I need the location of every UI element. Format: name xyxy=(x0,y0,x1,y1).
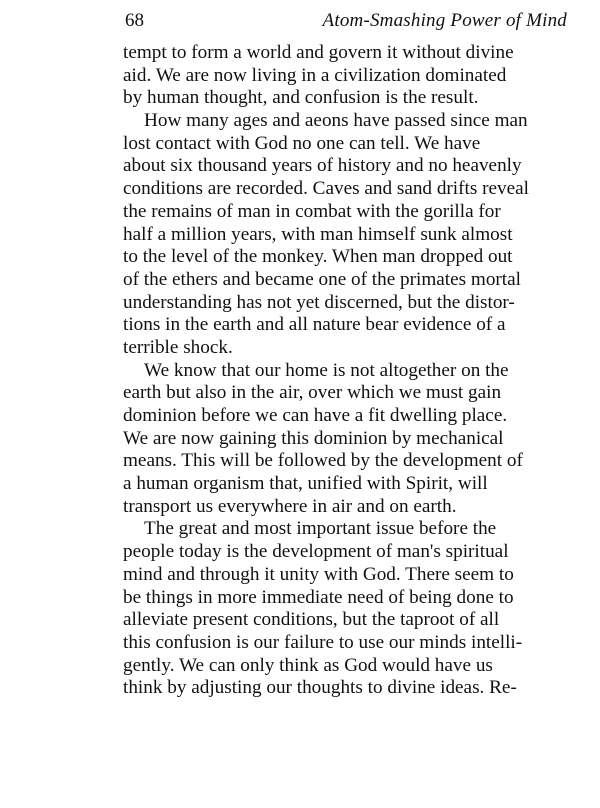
text-line: dominion before we can have a fit dwelling place. xyxy=(123,405,508,426)
text-line: earth but also in the air, over which we must gain xyxy=(123,382,502,404)
text-line: be things in more immediate need of being done to xyxy=(123,586,514,608)
text-line: this confusion is our failure to use our minds intelli- xyxy=(123,631,523,653)
text-line: means. This will be followed by the development of xyxy=(123,450,523,472)
text-line: We know that our home is not altogether on the xyxy=(144,359,509,381)
running-head xyxy=(125,10,567,36)
text-line: by human thought, and confusion is the result. xyxy=(123,87,479,109)
text-line: transport us everywhere in air and on earth. xyxy=(123,495,457,517)
text-line: half a million years, with man himself sunk almost xyxy=(123,223,513,245)
paragraph xyxy=(123,518,568,700)
text-line: We are now gaining this dominion by mechanical xyxy=(123,427,504,449)
text-line: about six thousand years of history and no heavenly xyxy=(123,155,522,177)
paragraph xyxy=(123,360,568,519)
text-line: gently. We can only think as God would have us xyxy=(123,654,493,676)
text-line: the remains of man in combat with the gorilla for xyxy=(123,200,501,222)
text-line: tempt to form a world and govern it without divine xyxy=(123,42,514,63)
text-line: The great and most important issue before the xyxy=(144,518,497,540)
running-title: Atom-Smashing Power of Mind xyxy=(322,10,567,31)
text-line: terrible shock. xyxy=(123,336,233,358)
text-line: mind and through it unity with God. There seem to xyxy=(123,563,514,585)
text-line: a human organism that, unified with Spirit, will xyxy=(123,473,488,495)
body-text xyxy=(123,42,568,700)
text-line: people today is the development of man's spiritual xyxy=(123,541,509,563)
text-line: tions in the earth and all nature bear evidence of a xyxy=(123,314,506,336)
text-line: to the level of the monkey. When man dropped out xyxy=(123,246,513,268)
text-line: think by adjusting our thoughts to divine ideas. Re- xyxy=(123,677,517,699)
text-line: alleviate present conditions, but the taproot of all xyxy=(123,609,500,631)
text-line: lost contact with God no one can tell. We have xyxy=(123,132,481,154)
text-line: conditions are recorded. Caves and sand drifts reveal xyxy=(123,178,529,200)
text-line: of the ethers and became one of the primates mortal xyxy=(123,268,521,290)
text-line: aid. We are now living in a civilization dominated xyxy=(123,64,507,86)
paragraph xyxy=(123,42,568,110)
paragraph xyxy=(123,110,568,360)
text-line: understanding has not yet discerned, but the distor- xyxy=(123,291,515,313)
page-number: 68 xyxy=(125,10,144,31)
text-line: How many ages and aeons have passed since man xyxy=(144,110,528,132)
